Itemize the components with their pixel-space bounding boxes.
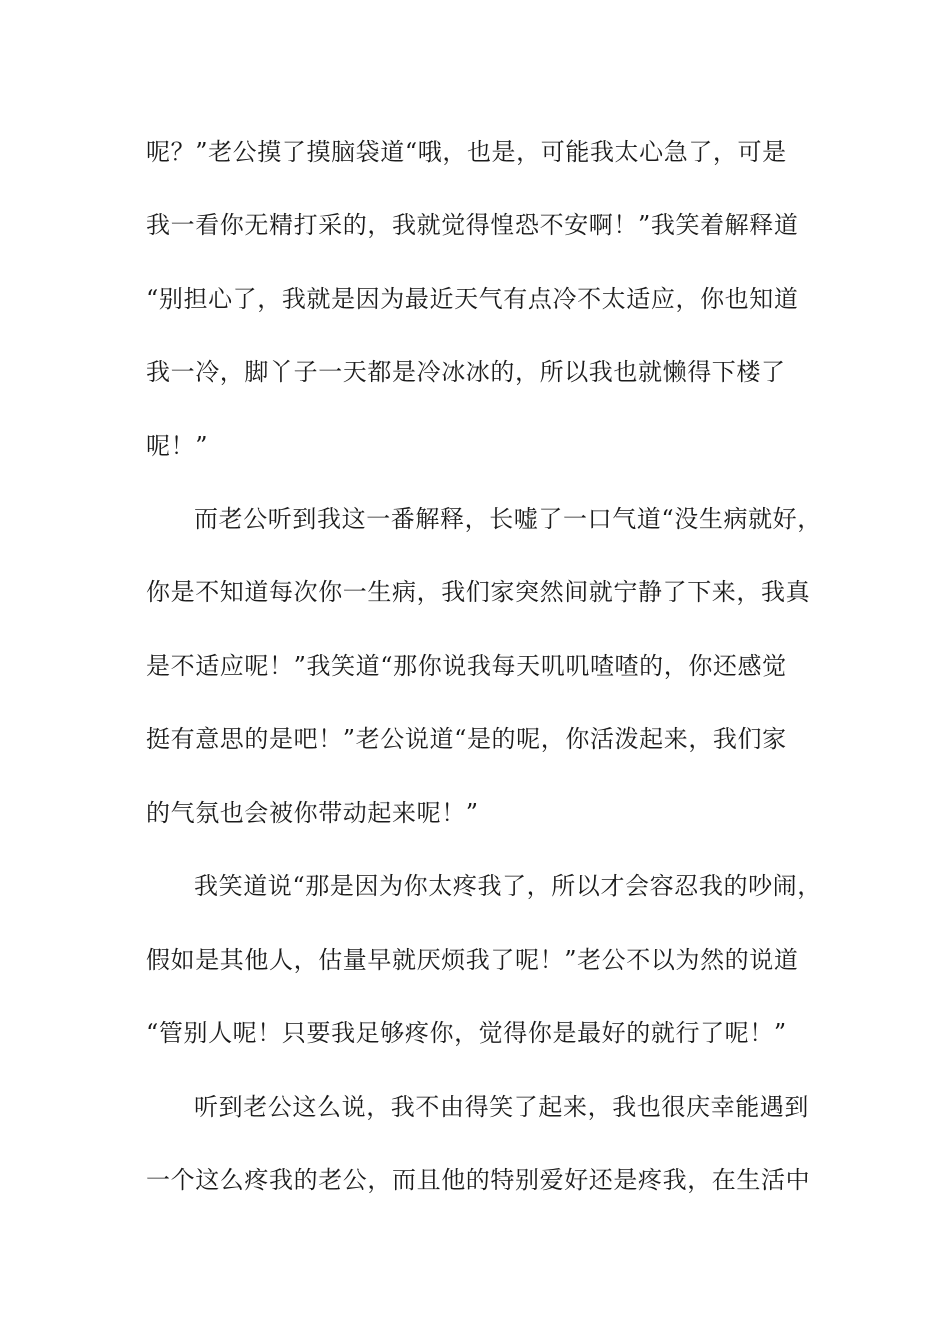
text-line: 我一冷，脚丫子一天都是冷冰冰的，所以我也就懒得下楼了	[146, 358, 786, 386]
text-line: “管别人呢！只要我足够疼你，觉得你是最好的就行了呢！”	[146, 1019, 787, 1047]
text-line: 挺有意思的是吧！”老公说道“是的呢，你活泼起来，我们家	[146, 725, 787, 753]
text-line: 呢？”老公摸了摸脑袋道“哦，也是，可能我太心急了，可是	[146, 138, 787, 166]
text-line: 一个这么疼我的老公，而且他的特别爱好还是疼我，在生活中	[146, 1166, 811, 1194]
text-line: 的气氛也会被你带动起来呢！”	[146, 799, 479, 827]
paragraph-first-line: 我笑道说“那是因为你太疼我了，所以才会容忍我的吵闹，	[194, 872, 822, 900]
text-line: 是不适应呢！”我笑道“那你说我每天叽叽喳喳的，你还感觉	[146, 652, 787, 680]
text-line: 呢！”	[146, 432, 209, 460]
text-line: 假如是其他人，估量早就厌烦我了呢！”老公不以为然的说道	[146, 946, 799, 974]
text-line: 我一看你无精打采的，我就觉得惶恐不安啊！”我笑着解释道	[146, 211, 799, 239]
paragraph-first-line: 而老公听到我这一番解释，长嘘了一口气道“没生病就好，	[194, 505, 822, 533]
paragraph-first-line: 听到老公这么说，我不由得笑了起来，我也很庆幸能遇到	[194, 1093, 809, 1121]
text-line: “别担心了，我就是因为最近天气有点冷不太适应，你也知道	[146, 285, 799, 313]
text-line: 你是不知道每次你一生病，我们家突然间就宁静了下来，我真	[146, 578, 811, 606]
